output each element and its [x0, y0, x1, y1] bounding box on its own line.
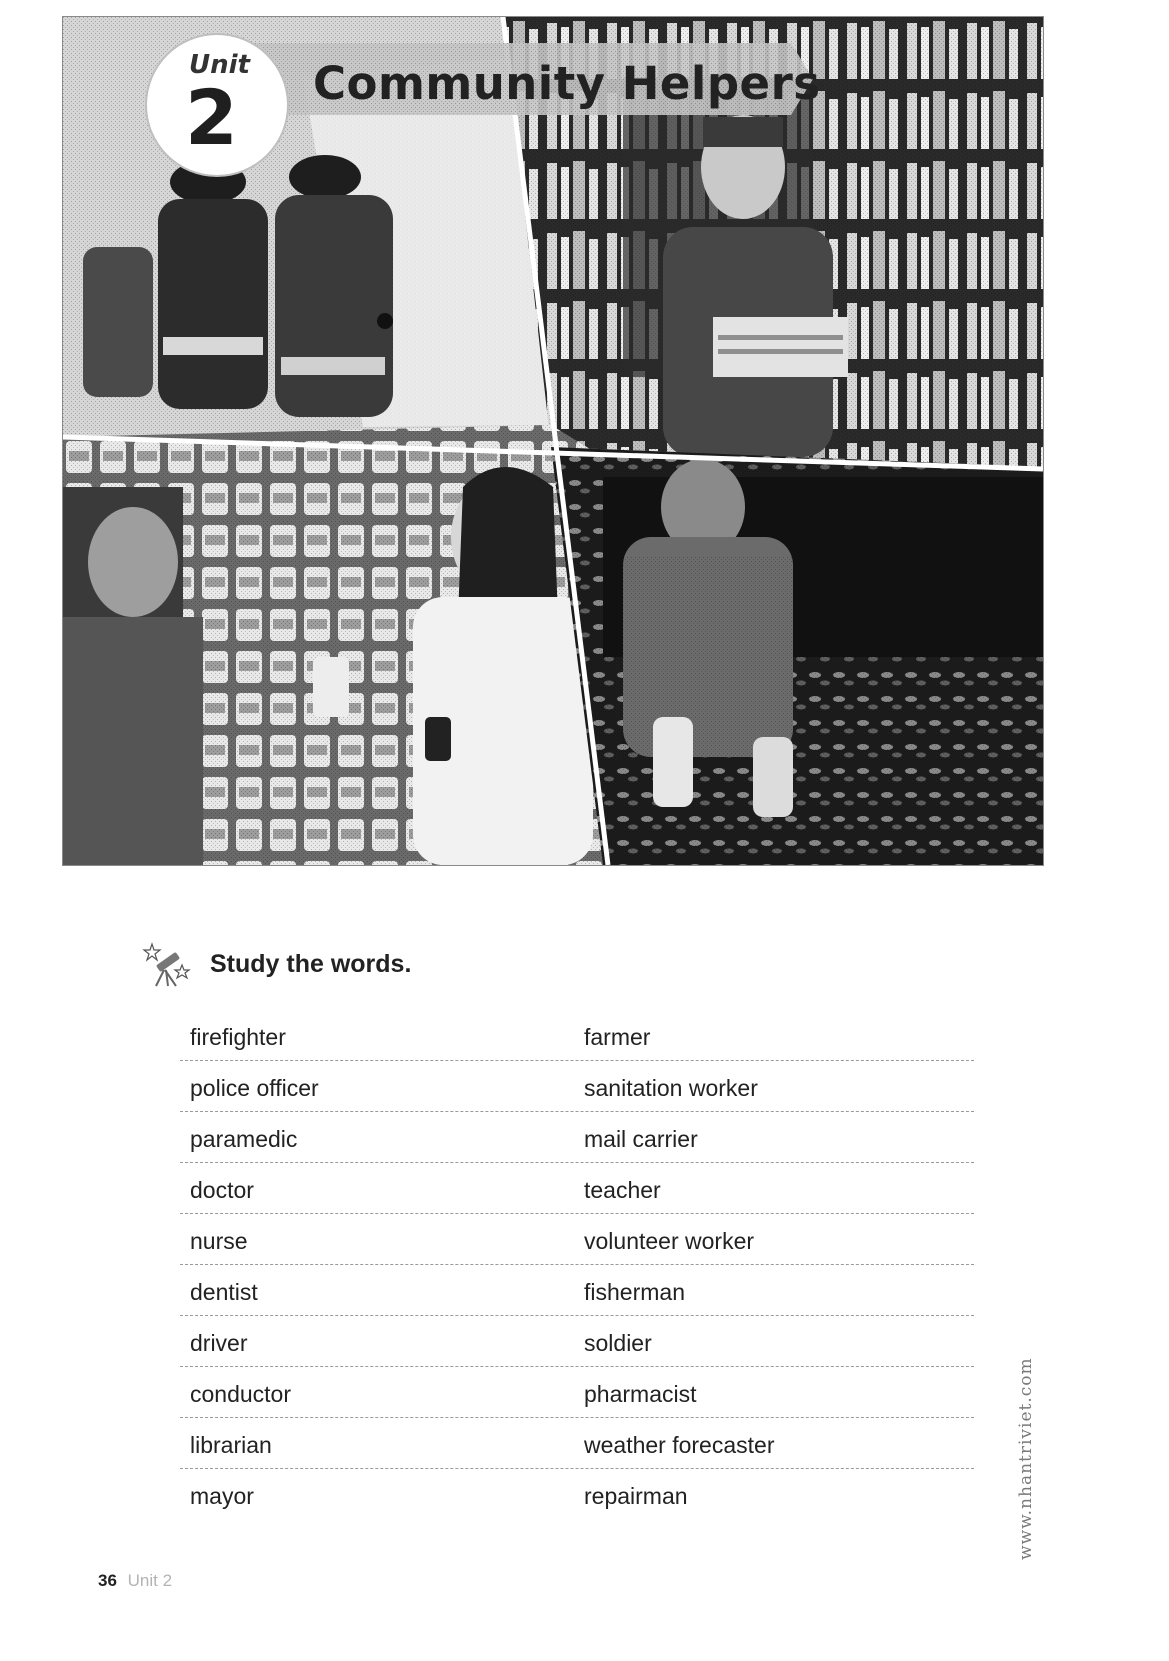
vocabulary-word: paramedic	[190, 1126, 298, 1152]
vocabulary-word: mayor	[190, 1483, 254, 1509]
vocabulary-word: teacher	[584, 1177, 661, 1203]
vocabulary-word: doctor	[190, 1177, 254, 1203]
page-footer	[98, 1571, 172, 1591]
vocabulary-row	[180, 1316, 974, 1367]
vocabulary-word: driver	[190, 1330, 248, 1356]
vocabulary-row	[180, 1367, 974, 1418]
page-number: 36	[98, 1571, 117, 1590]
vocabulary-word: mail carrier	[584, 1126, 698, 1152]
vocabulary-word: sanitation worker	[584, 1075, 758, 1101]
vocabulary-word: police officer	[190, 1075, 319, 1101]
pharmacist-photo	[63, 425, 603, 865]
telescope-stars-icon	[142, 940, 192, 990]
vocabulary-word: volunteer worker	[584, 1228, 755, 1254]
unit-title-banner	[231, 39, 821, 117]
vocabulary-row	[180, 1265, 974, 1316]
vocabulary-row	[180, 1112, 974, 1163]
unit-label: Unit	[189, 50, 250, 80]
vocabulary-row	[180, 1214, 974, 1265]
vocabulary-word: weather forecaster	[584, 1432, 775, 1458]
vocabulary-row	[180, 1061, 974, 1112]
vocabulary-word: repairman	[584, 1483, 688, 1509]
vocabulary-word: pharmacist	[584, 1381, 697, 1407]
unit-badge	[147, 35, 287, 175]
site-watermark: www.nhantriviet.com	[1016, 1357, 1036, 1560]
vocabulary-word: dentist	[190, 1279, 258, 1305]
unit-title: Community Helpers	[313, 57, 821, 110]
vocabulary-word: fisherman	[584, 1279, 685, 1305]
footer-unit-label: Unit 2	[127, 1571, 173, 1590]
vocabulary-row	[180, 1418, 974, 1469]
vocabulary-row	[180, 1469, 974, 1519]
unit-number: 2	[185, 73, 238, 162]
vocabulary-row	[180, 1163, 974, 1214]
hero-photo-collage	[62, 16, 1044, 866]
vocabulary-word: firefighter	[190, 1024, 286, 1050]
vocabulary-list	[180, 1010, 974, 1519]
vocabulary-word: nurse	[190, 1228, 248, 1254]
vocabulary-word: farmer	[584, 1024, 651, 1050]
farmer-photo	[551, 447, 1043, 865]
vocabulary-row	[180, 1010, 974, 1061]
vocabulary-word: soldier	[584, 1330, 652, 1356]
study-heading-text: Study the words.	[210, 950, 412, 978]
study-heading	[142, 940, 542, 990]
vocabulary-word: librarian	[190, 1432, 272, 1458]
vocabulary-word: conductor	[190, 1381, 292, 1407]
